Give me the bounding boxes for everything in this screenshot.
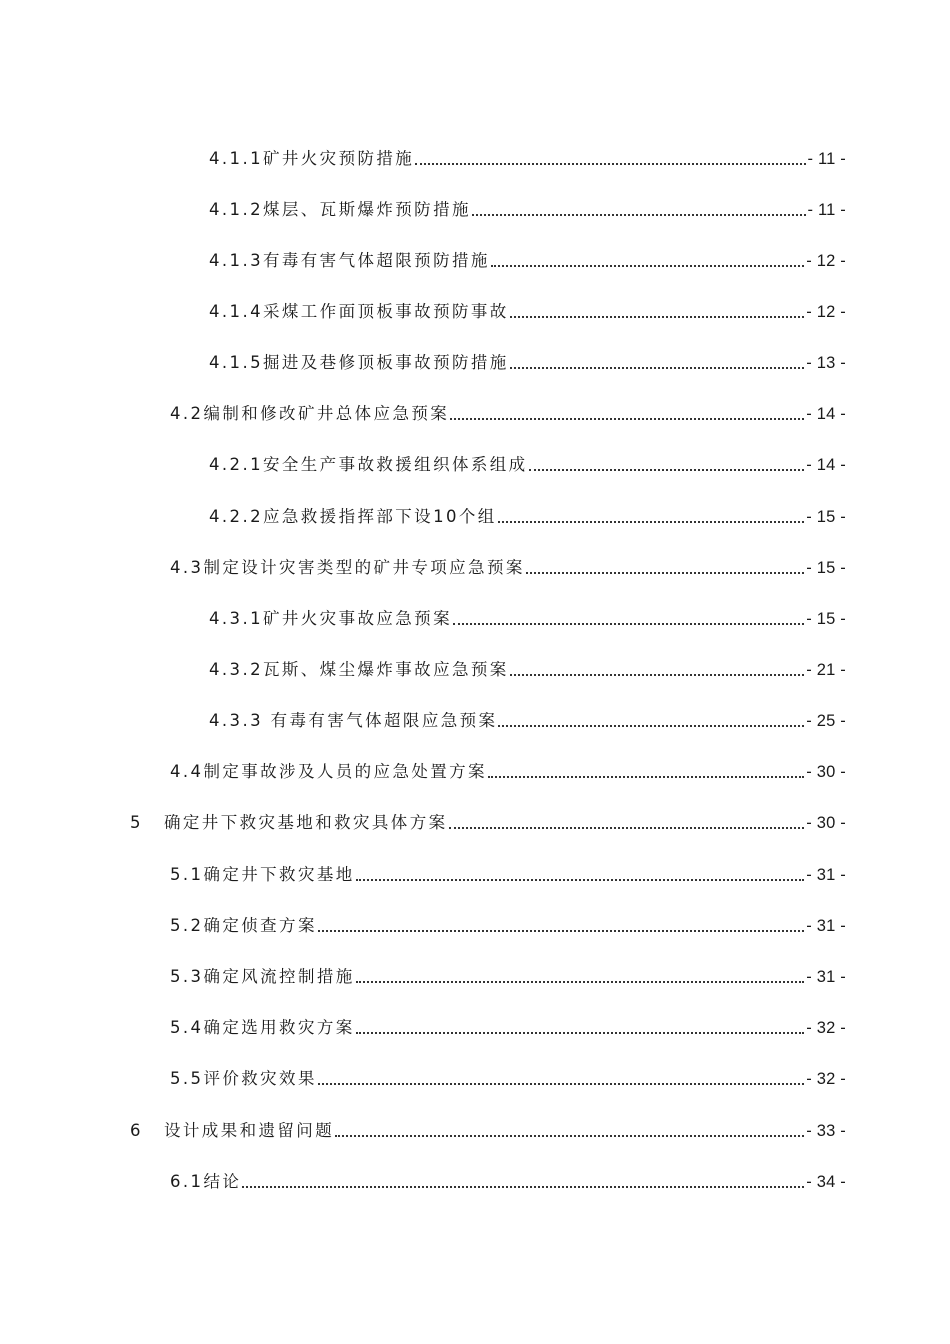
toc-entry-heading bbox=[130, 810, 448, 836]
toc-page-number: - 12 - bbox=[806, 303, 846, 321]
toc-entry-4-2-2[interactable] bbox=[209, 504, 846, 530]
toc-entry-title: 4.1.1矿井火灾预防措施 bbox=[209, 149, 415, 168]
toc-entry-title: 4.3.2瓦斯、煤尘爆炸事故应急预案 bbox=[209, 660, 509, 679]
toc-dot-leader bbox=[356, 1032, 805, 1034]
toc-page-number: - 31 - bbox=[806, 866, 846, 884]
toc-entry-4-4[interactable] bbox=[170, 759, 846, 785]
toc-entry-4-1-1[interactable] bbox=[209, 146, 846, 172]
toc-dot-leader bbox=[529, 469, 805, 471]
toc-dot-leader bbox=[242, 1186, 804, 1188]
toc-entry-title: 4.3.1矿井火灾事故应急预案 bbox=[209, 609, 452, 628]
toc-dot-leader bbox=[356, 879, 805, 881]
toc-dot-leader bbox=[449, 827, 805, 829]
toc-dot-leader bbox=[472, 214, 806, 216]
toc-page-number: - 32 - bbox=[806, 1070, 846, 1088]
toc-dot-leader bbox=[510, 674, 805, 676]
toc-page-number: - 30 - bbox=[806, 814, 846, 832]
toc-entry-title: 4.1.4采煤工作面顶板事故预防事故 bbox=[209, 302, 509, 321]
toc-entry-4-2-1[interactable] bbox=[209, 452, 846, 478]
toc-entry-6-1[interactable] bbox=[170, 1169, 846, 1195]
toc-entry-4-3-1[interactable] bbox=[209, 606, 846, 632]
toc-entry-5-1[interactable] bbox=[170, 862, 846, 888]
toc-dot-leader bbox=[415, 163, 805, 165]
toc-page-number: - 31 - bbox=[806, 917, 846, 935]
toc-dot-leader bbox=[498, 521, 805, 523]
toc-entry-5-2[interactable] bbox=[170, 913, 846, 939]
toc-entry-title: 4.3.3 有毒有害气体超限应急预案 bbox=[209, 711, 498, 730]
toc-entry-title: 5.4确定选用救灾方案 bbox=[170, 1018, 355, 1037]
toc-entry-4-3-3[interactable] bbox=[209, 708, 846, 734]
toc-dot-leader bbox=[526, 572, 805, 574]
toc-dot-leader bbox=[491, 265, 804, 267]
toc-entry-4-3-2[interactable] bbox=[209, 657, 846, 683]
toc-page-number: - 14 - bbox=[806, 405, 846, 423]
toc-page-number: - 33 - bbox=[806, 1122, 846, 1140]
toc-page-number: - 21 - bbox=[806, 661, 846, 679]
toc-entry-4-1-5[interactable] bbox=[209, 350, 846, 376]
toc-entry-4-1-2[interactable] bbox=[209, 197, 846, 223]
toc-entry-title: 4.2编制和修改矿井总体应急预案 bbox=[170, 404, 450, 423]
toc-entry-title: 设计成果和遗留问题 bbox=[164, 1121, 335, 1140]
toc-entry-title: 5.2确定侦查方案 bbox=[170, 916, 317, 935]
toc-page-number: - 12 - bbox=[806, 252, 846, 270]
toc-page-number: - 11 - bbox=[807, 150, 846, 168]
toc-entry-title: 5.5评价救灾效果 bbox=[170, 1069, 317, 1088]
toc-dot-leader bbox=[488, 776, 804, 778]
toc-chapter-number: 6 bbox=[130, 1121, 141, 1140]
toc-entry-title: 5.3确定风流控制措施 bbox=[170, 967, 355, 986]
toc-entry-title: 4.2.2应急救援指挥部下设10个组 bbox=[209, 507, 497, 526]
toc-page-number: - 13 - bbox=[806, 354, 846, 372]
toc-entry-4-3[interactable] bbox=[170, 555, 846, 581]
toc-page-number: - 30 - bbox=[806, 763, 846, 781]
toc-entry-chapter-6[interactable] bbox=[130, 1118, 846, 1144]
toc-page-number: - 31 - bbox=[806, 968, 846, 986]
toc-entry-title: 4.3制定设计灾害类型的矿井专项应急预案 bbox=[170, 558, 525, 577]
toc-entry-title: 4.1.3有毒有害气体超限预防措施 bbox=[209, 251, 490, 270]
toc-page-number: - 32 - bbox=[806, 1019, 846, 1037]
toc-dot-leader bbox=[510, 367, 805, 369]
toc-entry-title: 5.1确定井下救灾基地 bbox=[170, 865, 355, 884]
toc-entry-title: 4.1.2煤层、瓦斯爆炸预防措施 bbox=[209, 200, 471, 219]
toc-dot-leader bbox=[335, 1135, 804, 1137]
toc-entry-4-1-3[interactable] bbox=[209, 248, 846, 274]
toc-dot-leader bbox=[450, 418, 804, 420]
toc-entry-5-3[interactable] bbox=[170, 964, 846, 990]
toc-entry-title: 6.1结论 bbox=[170, 1172, 242, 1191]
toc-page-number: - 34 - bbox=[806, 1173, 846, 1191]
toc-entry-4-2[interactable] bbox=[170, 401, 846, 427]
toc-page-number: - 15 - bbox=[806, 610, 846, 628]
toc-dot-leader bbox=[498, 725, 804, 727]
toc-page-number: - 14 - bbox=[806, 456, 846, 474]
toc-chapter-number: 5 bbox=[130, 813, 141, 832]
toc-dot-leader bbox=[356, 981, 805, 983]
toc-page-number: - 11 - bbox=[807, 201, 846, 219]
toc-entry-4-1-4[interactable] bbox=[209, 299, 846, 325]
toc-entry-title: 4.1.5掘进及巷修顶板事故预防措施 bbox=[209, 353, 509, 372]
toc-page-number: - 15 - bbox=[806, 559, 846, 577]
toc-entry-title: 确定井下救灾基地和救灾具体方案 bbox=[164, 813, 448, 832]
toc-entry-chapter-5[interactable] bbox=[130, 810, 846, 836]
toc-page-number: - 15 - bbox=[806, 508, 846, 526]
toc-dot-leader bbox=[318, 930, 804, 932]
toc-entry-heading bbox=[130, 1118, 334, 1144]
toc-entry-5-4[interactable] bbox=[170, 1015, 846, 1041]
toc-dot-leader bbox=[318, 1083, 804, 1085]
toc-entry-title: 4.2.1安全生产事故救援组织体系组成 bbox=[209, 455, 528, 474]
toc-dot-leader bbox=[453, 623, 804, 625]
toc-dot-leader bbox=[510, 316, 805, 318]
toc-entry-title: 4.4制定事故涉及人员的应急处置方案 bbox=[170, 762, 487, 781]
toc-entry-5-5[interactable] bbox=[170, 1066, 846, 1092]
toc-page-number: - 25 - bbox=[806, 712, 846, 730]
